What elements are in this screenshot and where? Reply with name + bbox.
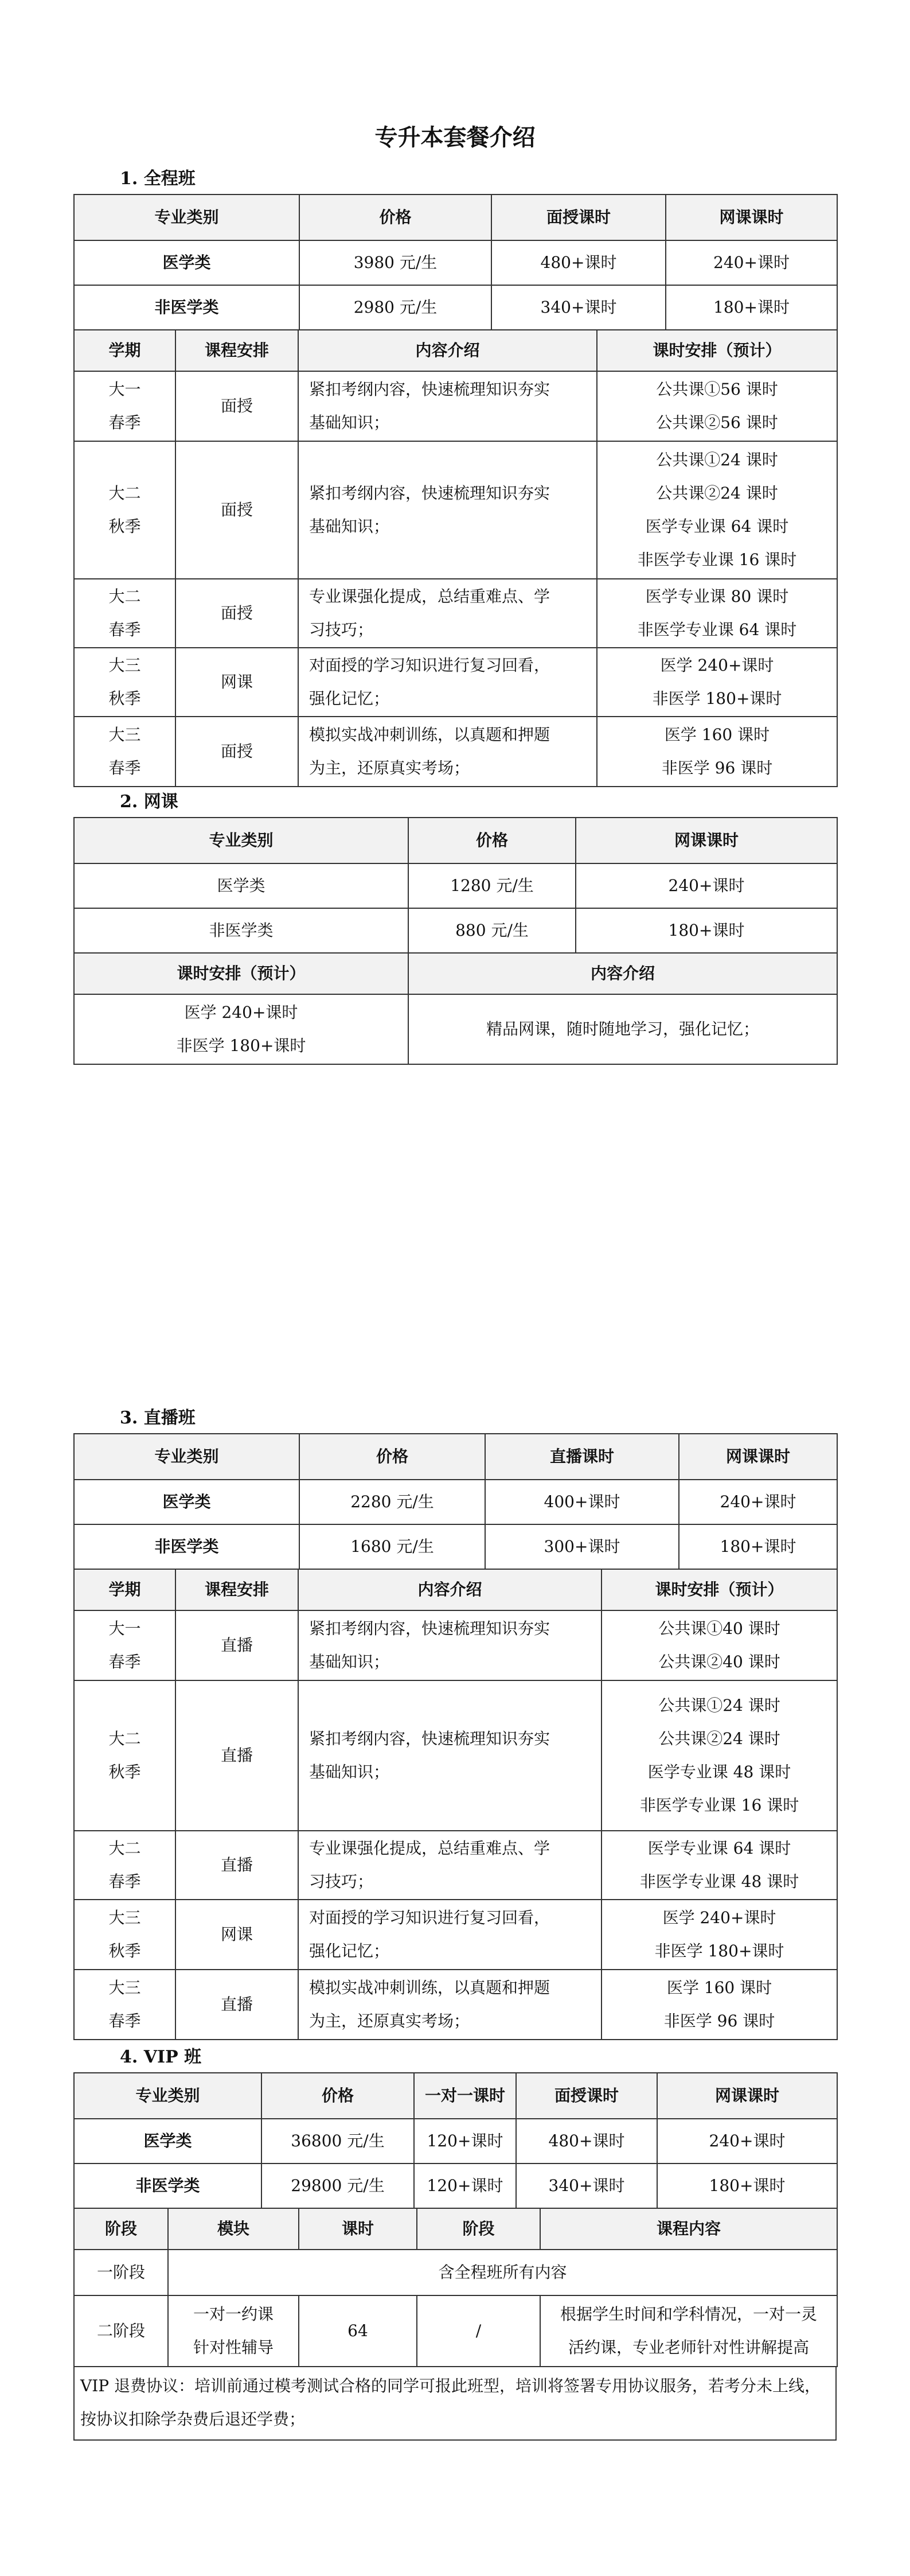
s3-row-medical-price: 2280 元/生 (299, 1480, 485, 1524)
s3-sched-arrangement: 直播 (175, 1970, 298, 2040)
s4-stage2-module: 一对一约课 针对性辅导 (168, 2295, 299, 2367)
s2-detail-table (73, 952, 838, 1065)
s1-header-price: 价格 (299, 194, 491, 240)
s3-sched-hours: 医学 240+课时 非医学 180+课时 (602, 1900, 837, 1970)
s3-sched-arrangement: 直播 (175, 1831, 298, 1900)
s1-sched-arrangement: 网课 (175, 648, 298, 717)
s3-header-price: 价格 (299, 1434, 485, 1480)
s1-sched-header-arrangement: 课程安排 (175, 330, 298, 371)
s1-sched-term: 大一 春季 (74, 371, 175, 441)
vip-refund-note: VIP 退费协议：培训前通过模考测试合格的同学可报此班型，培训将签署专用协议服务，若考分未上线，按协议扣除学杂费后退还学费； (73, 2366, 837, 2441)
s4-header-price: 价格 (261, 2073, 414, 2119)
s2-row-nonmedical-price: 880 元/生 (408, 908, 576, 953)
s1-sched-content: 专业课强化提成，总结重难点、学 习技巧； (298, 579, 597, 648)
s1-sched-arrangement: 面授 (175, 717, 298, 787)
s4-stage-table (73, 2208, 838, 2367)
s1-row-medical-online: 240+课时 (666, 240, 837, 285)
s1-sched-content: 对面授的学习知识进行复习回看， 强化记忆； (298, 648, 597, 717)
s1-row-medical-inperson: 480+课时 (491, 240, 666, 285)
s2-header-price: 价格 (408, 818, 576, 863)
s4-row-medical-category: 医学类 (74, 2119, 261, 2163)
s3-sched-term: 大二 秋季 (74, 1680, 175, 1831)
s4-stage2-hours: 64 (299, 2295, 417, 2367)
section-2-heading: 2. 网课 (120, 792, 178, 812)
s4-row-medical-inperson: 480+课时 (516, 2119, 657, 2163)
s1-sched-content: 模拟实战冲刺训练，以真题和押题 为主，还原真实考场； (298, 717, 597, 787)
s2-detail-content: 精品网课，随时随地学习，强化记忆； (408, 994, 837, 1064)
s4-stage2-content: 根据学生时间和学科情况，一对一灵 活约课，专业老师针对性讲解提高 (540, 2295, 837, 2367)
s1-sched-term: 大二 春季 (74, 579, 175, 648)
s3-sched-arrangement: 网课 (175, 1900, 298, 1970)
s1-header-online-hours: 网课课时 (666, 194, 837, 240)
s4-stage-header-module: 模块 (168, 2208, 299, 2250)
s1-sched-hours: 公共课①56 课时 公共课②56 课时 (597, 371, 837, 441)
s4-header-online-hours: 网课课时 (657, 2073, 837, 2119)
s1-sched-content: 紧扣考纲内容，快速梳理知识夯实 基础知识； (298, 371, 597, 441)
s3-sched-hours: 医学 160 课时 非医学 96 课时 (602, 1970, 837, 2040)
s3-sched-header-term: 学期 (74, 1569, 175, 1610)
s4-header-1on1-hours: 一对一课时 (414, 2073, 516, 2119)
s1-sched-arrangement: 面授 (175, 579, 298, 648)
s4-row-nonmedical-category: 非医学类 (74, 2163, 261, 2208)
s3-header-live-hours: 直播课时 (485, 1434, 679, 1480)
s3-sched-content: 紧扣考纲内容，快速梳理知识夯实 基础知识； (298, 1610, 602, 1680)
s1-schedule-table (73, 329, 838, 787)
s1-sched-header-hours: 课时安排（预计） (597, 330, 837, 371)
s3-sched-header-hours: 课时安排（预计） (602, 1569, 837, 1610)
s4-stage-header-content: 课程内容 (540, 2208, 837, 2250)
s3-sched-hours: 公共课①24 课时 公共课②24 课时 医学专业课 48 课时 非医学专业课 16 课时 (602, 1680, 837, 1831)
s3-sched-header-content: 内容介绍 (298, 1569, 602, 1610)
s2-row-medical-price: 1280 元/生 (408, 863, 576, 908)
s2-detail-hours: 医学 240+课时 非医学 180+课时 (74, 994, 408, 1064)
s3-row-medical-online: 240+课时 (679, 1480, 837, 1524)
s3-header-category: 专业类别 (74, 1434, 299, 1480)
s4-row-medical-price: 36800 元/生 (261, 2119, 414, 2163)
s3-sched-term: 大二 春季 (74, 1831, 175, 1900)
s2-detail-header-hours: 课时安排（预计） (74, 953, 408, 994)
s3-sched-term: 大一 春季 (74, 1610, 175, 1680)
s1-row-medical-price: 3980 元/生 (299, 240, 491, 285)
s4-stage-header-stage: 阶段 (74, 2208, 168, 2250)
s2-row-medical-category: 医学类 (74, 863, 408, 908)
s3-header-online-hours: 网课课时 (679, 1434, 837, 1480)
s3-row-nonmedical-category: 非医学类 (74, 1524, 299, 1569)
s3-sched-hours: 公共课①40 课时 公共课②40 课时 (602, 1610, 837, 1680)
s3-price-table (73, 1433, 838, 1570)
section-1-heading: 1. 全程班 (120, 169, 196, 189)
s1-sched-term: 大三 春季 (74, 717, 175, 787)
s2-detail-header-content: 内容介绍 (408, 953, 837, 994)
s3-sched-term: 大三 春季 (74, 1970, 175, 2040)
s2-row-nonmedical-category: 非医学类 (74, 908, 408, 953)
s4-stage2-stage: / (417, 2295, 540, 2367)
s3-sched-content: 专业课强化提成，总结重难点、学 习技巧； (298, 1831, 602, 1900)
s1-header-category: 专业类别 (74, 194, 299, 240)
s4-stage1-content: 含全程班所有内容 (168, 2250, 837, 2295)
s3-sched-header-arrangement: 课程安排 (175, 1569, 298, 1610)
s4-row-nonmedical-price: 29800 元/生 (261, 2163, 414, 2208)
s4-stage-header-hours: 课时 (299, 2208, 417, 2250)
s4-header-category: 专业类别 (74, 2073, 261, 2119)
s1-header-inperson-hours: 面授课时 (491, 194, 666, 240)
s1-sched-header-term: 学期 (74, 330, 175, 371)
s2-header-category: 专业类别 (74, 818, 408, 863)
s1-sched-hours: 医学 240+课时 非医学 180+课时 (597, 648, 837, 717)
s1-sched-hours: 公共课①24 课时 公共课②24 课时 医学专业课 64 课时 非医学专业课 16 课时 (597, 441, 837, 579)
s1-sched-content: 紧扣考纲内容，快速梳理知识夯实 基础知识； (298, 441, 597, 579)
s4-stage-header-stage-2: 阶段 (417, 2208, 540, 2250)
s3-schedule-table (73, 1569, 838, 2040)
s1-sched-hours: 医学 160 课时 非医学 96 课时 (597, 717, 837, 787)
s1-price-table (73, 194, 838, 330)
s3-row-medical-live: 400+课时 (485, 1480, 679, 1524)
s3-sched-arrangement: 直播 (175, 1680, 298, 1831)
s4-row-nonmedical-inperson: 340+课时 (516, 2163, 657, 2208)
s1-row-medical-category: 医学类 (74, 240, 299, 285)
s4-header-inperson-hours: 面授课时 (516, 2073, 657, 2119)
s4-row-nonmedical-1on1: 120+课时 (414, 2163, 516, 2208)
s3-row-nonmedical-online: 180+课时 (679, 1524, 837, 1569)
s1-sched-term: 大二 秋季 (74, 441, 175, 579)
s1-sched-term: 大三 秋季 (74, 648, 175, 717)
s4-stage2-label: 二阶段 (74, 2295, 168, 2367)
s1-row-nonmedical-online: 180+课时 (666, 285, 837, 330)
s3-sched-content: 对面授的学习知识进行复习回看， 强化记忆； (298, 1900, 602, 1970)
s3-sched-term: 大三 秋季 (74, 1900, 175, 1970)
s3-sched-hours: 医学专业课 64 课时 非医学专业课 48 课时 (602, 1831, 837, 1900)
s1-sched-arrangement: 面授 (175, 371, 298, 441)
s2-price-table (73, 817, 838, 954)
section-4-heading: 4. VIP 班 (120, 2047, 202, 2067)
s3-row-nonmedical-price: 1680 元/生 (299, 1524, 485, 1569)
s4-row-nonmedical-online: 180+课时 (657, 2163, 837, 2208)
s2-header-online-hours: 网课课时 (576, 818, 837, 863)
section-3-heading: 3. 直播班 (120, 1408, 196, 1428)
s3-sched-content: 紧扣考纲内容，快速梳理知识夯实 基础知识； (298, 1680, 602, 1831)
s3-row-nonmedical-live: 300+课时 (485, 1524, 679, 1569)
s1-row-nonmedical-category: 非医学类 (74, 285, 299, 330)
s4-row-medical-online: 240+课时 (657, 2119, 837, 2163)
page-title: 专升本套餐介绍 (374, 124, 536, 151)
s3-sched-content: 模拟实战冲刺训练，以真题和押题 为主，还原真实考场； (298, 1970, 602, 2040)
s4-stage1-label: 一阶段 (74, 2250, 168, 2295)
s1-row-nonmedical-inperson: 340+课时 (491, 285, 666, 330)
s1-row-nonmedical-price: 2980 元/生 (299, 285, 491, 330)
s3-sched-arrangement: 直播 (175, 1610, 298, 1680)
s4-row-medical-1on1: 120+课时 (414, 2119, 516, 2163)
s1-sched-hours: 医学专业课 80 课时 非医学专业课 64 课时 (597, 579, 837, 648)
s4-price-table (73, 2072, 838, 2209)
s1-sched-arrangement: 面授 (175, 441, 298, 579)
s1-sched-header-content: 内容介绍 (298, 330, 597, 371)
s2-row-medical-online: 240+课时 (576, 863, 837, 908)
s2-row-nonmedical-online: 180+课时 (576, 908, 837, 953)
s3-row-medical-category: 医学类 (74, 1480, 299, 1524)
